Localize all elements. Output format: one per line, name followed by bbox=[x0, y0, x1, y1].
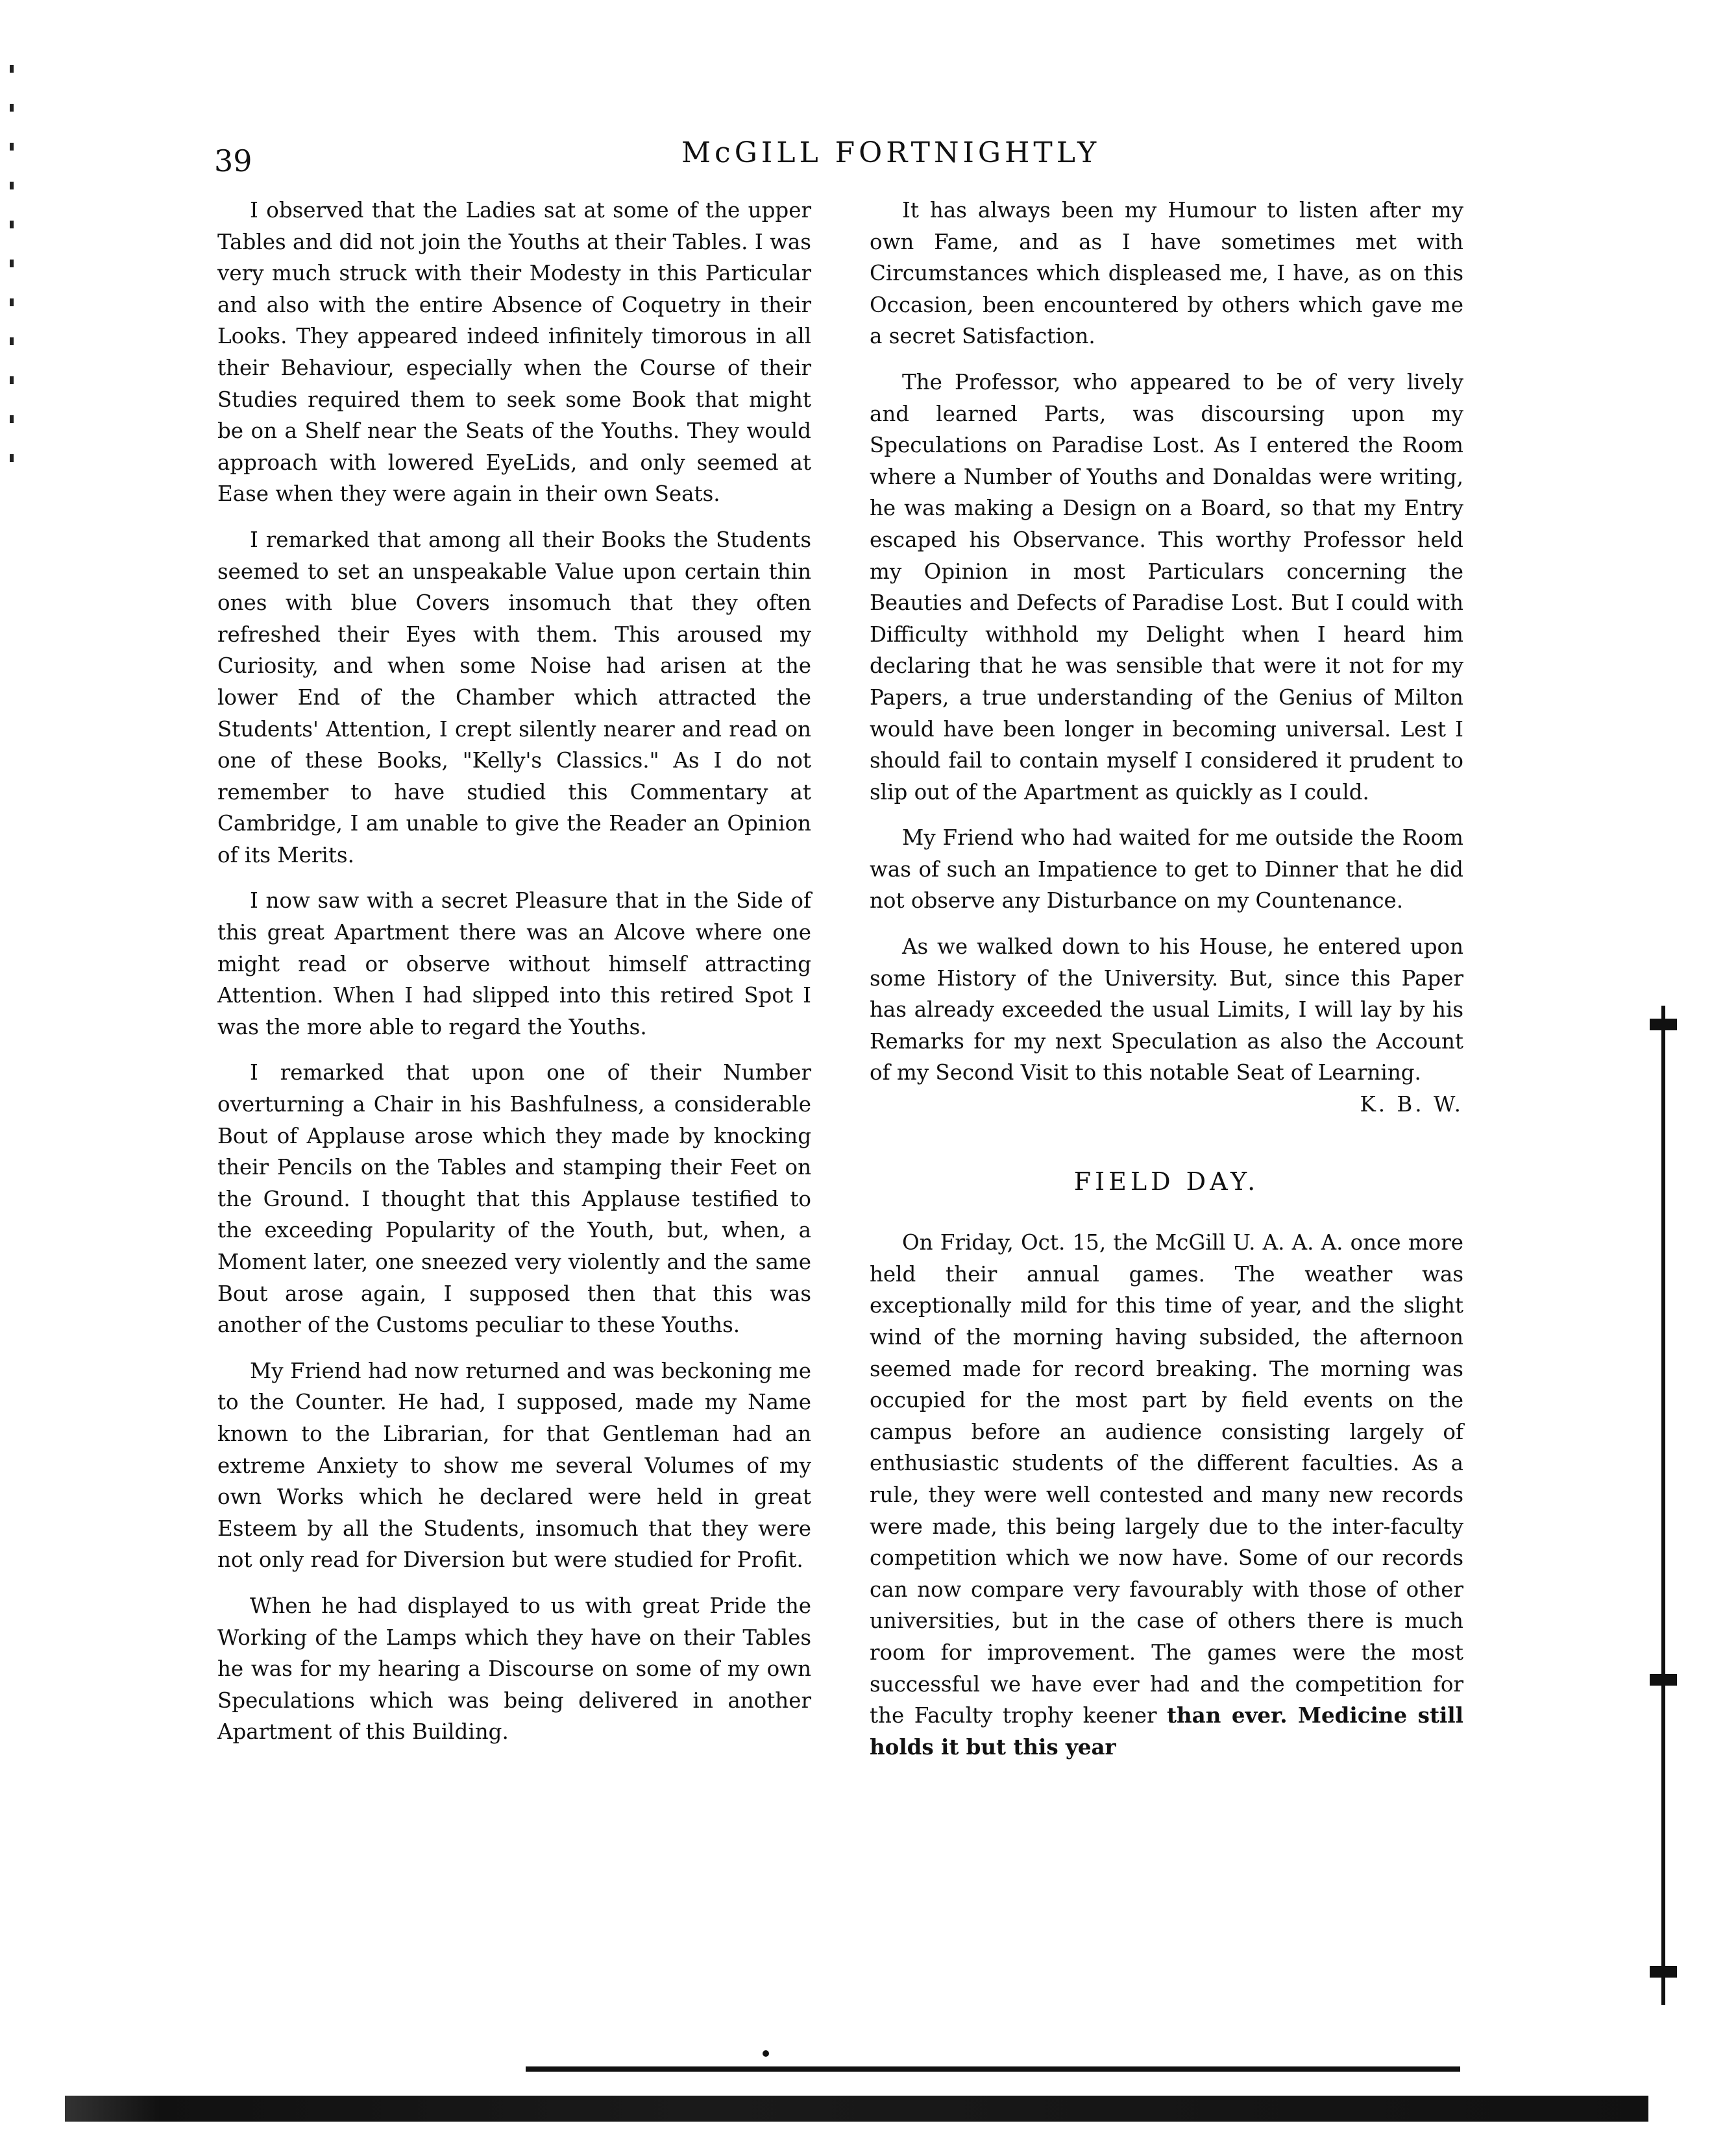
rule-mark bbox=[1650, 1019, 1677, 1030]
field-day-paragraph bbox=[870, 1227, 1463, 1763]
right-column bbox=[870, 195, 1463, 1777]
scan-edge-marks bbox=[10, 65, 14, 467]
paragraph: It has always been my Humour to listen after my own Fame, and as I have sometimes met with Circumstances which displeased me, I have, as on this Occasion, been encountered by others which gave me a secret Satisfaction. bbox=[870, 198, 1463, 349]
field-day-bold-text: than ever. Medicine still holds it but this year bbox=[870, 1702, 1463, 1760]
paragraph bbox=[870, 931, 1463, 1117]
paragraph: When he had displayed to us with great Pride the Working of the Lamps which they have on their Tables he was for my hearing a Discourse on some of my own Speculations which was being delivered in another Apartment of this Building. bbox=[217, 1593, 811, 1745]
paragraph: My Friend who had waited for me outside the Room was of such an Impatience to get to Dinner that he did not observe any Disturbance on my Countenance. bbox=[870, 825, 1463, 914]
author-signature: K. B. W. bbox=[1360, 1092, 1463, 1117]
paragraph: The Professor, who appeared to be of very lively and learned Parts, was discoursing upon my Speculations on Paradise Lost. As I entered the Room where a Number of Youths and Donaldas were writing, he was making a Design on a Board, so that my Entry escaped his Observance. This worthy Professor held my Opinion in most Particulars concerning the Beauties and Defects of Paradise Lost. But I could with Difficulty withhold my Delight when I heard him declaring that he was sensible that were it not for my Papers, a true understanding of the Genius of Milton would have been longer in becoming universal. Lest I should fail to contain myself I considered it prudent to slip out of the Apartment as quickly as I could. bbox=[870, 369, 1463, 805]
scan-margin-rule bbox=[1661, 1006, 1665, 2005]
section-heading-field-day: FIELD DAY. bbox=[1073, 1167, 1260, 1196]
rule-mark bbox=[1650, 1966, 1677, 1978]
scan-bottom-band bbox=[65, 2096, 1648, 2122]
field-day-text: On Friday, Oct. 15, the McGill U. A. A. A. once more held their annual games. The weather was exceptionally mild for this time of year, and the slight wind of the morning having subsided, the afternoon seemed made for record breaking. The morning was occupied for the most part by field events on the campus before an audience consisting largely of enthusiastic students of the different faculties. As a rule, they were well contested and many new records were made, this being largely due to the inter-faculty competition which we now have. Some of our records can now compare very favourably with those of other universities, but in the case of others there is much room for improvement. The games were the most successful we have ever had and the competition for the Faculty trophy keener bbox=[870, 1230, 1463, 1728]
running-head: McGILL FORTNIGHTLY bbox=[681, 136, 1101, 169]
page-number: 39 bbox=[214, 143, 252, 178]
paragraph: My Friend had now returned and was beckoning me to the Counter. He had, I supposed, made my Name known to the Librarian, for that Gentleman had an extreme Anxiety to show me several Volumes of my own Works which he declared were held in great Esteem by all the Students, insomuch that they were not only read for Diversion but were studied for Profit. bbox=[217, 1358, 811, 1573]
scan-dot bbox=[763, 2050, 769, 2057]
paragraph-text: As we walked down to his House, he entered upon some History of the University. But, since this Paper has already exceeded the usual Limits, I will lay by his Remarks for my next Speculation as also the Account of my Second Visit to this notable Seat of Learning. bbox=[870, 934, 1463, 1085]
paragraph: I now saw with a secret Pleasure that in the Side of this great Apartment there was an Alcove where one might read or observe without himself attracting Attention. When I had slipped into this retired Spot I was the more able to regard the Youths. bbox=[217, 888, 811, 1039]
paragraph: I remarked that among all their Books the Students seemed to set an unspeakable Value upon certain thin ones with blue Covers insomuch that they often refreshed their Eyes with them. This aroused my Curiosity, and when some Noise had arisen at the lower End of the Chamber which attracted the Students' Attention, I crept silently nearer and read on one of these Books, "Kelly's Classics." As I do not remember to have studied this Commentary at Cambridge, I am unable to give the Reader an Opinion of its Merits. bbox=[217, 527, 811, 867]
paragraph: I observed that the Ladies sat at some of the upper Tables and did not join the Youths at their Tables. I was very much struck with their Modesty in this Particular and also with the entire Absence of Coquetry in their Looks. They appeared indeed infinitely timorous in all their Behaviour, especially when the Course of their Studies required them to seek some Book that might be on a Shelf near the Seats of the Youths. They would approach with lowered EyeLids, and only seemed at Ease when they were again in their own Seats. bbox=[217, 198, 811, 507]
paragraph: I remarked that upon one of their Number overturning a Chair in his Bashfulness, a considerable Bout of Applause arose which they made by knocking their Pencils on the Tables and stamping their Feet on the Ground. I thought that this Applause testified to the exceeding Popularity of the Youth, but, when, a Moment later, one sneezed very violently and the same Bout arose again, I supposed then that this was another of the Customs peculiar to these Youths. bbox=[217, 1060, 811, 1338]
scan-bottom-rule bbox=[526, 2066, 1460, 2072]
rule-mark bbox=[1650, 1674, 1677, 1686]
left-column bbox=[217, 195, 811, 1762]
